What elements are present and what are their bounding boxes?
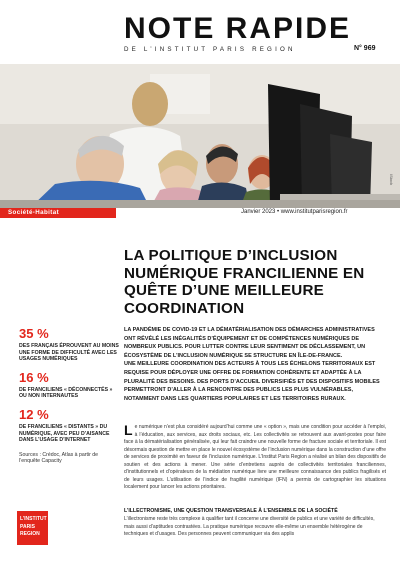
stat-number: 35 % — [19, 326, 49, 341]
category-band — [0, 208, 116, 218]
stat-sources: Sources : Crédoc, Atlas à partir de l’enquête Capacity — [19, 451, 99, 465]
stat-number: 16 % — [19, 369, 49, 385]
article-lead — [124, 326, 386, 403]
logo-line-3: REGION — [20, 531, 40, 537]
stat-description: DES FRANÇAIS ÉPROUVENT AU MOINS UNE FORME DE DIFFICULTÉ AVEC LES USAGES NUMÉRIQUES — [19, 343, 119, 363]
masthead — [0, 0, 400, 64]
logo-line-2: PARIS — [20, 524, 35, 530]
article-body — [124, 424, 386, 492]
lead-paragraph-1: LA PANDÉMIE DE COVID-19 ET LA DÉMATÉRIALISATION DES DÉMARCHES ADMINISTRATIVES ONT RÉVÉLÉ LES INÉGALITÉS D’ÉQUIPEMENT ET DE COMPÉTENCES NUMÉRIQUES DE NOMBREUX PUBLICS. POUR LUTTER CONTRE LEUR SENTIMENT DE DÉCLASSEMENT, UN ÉCOSYSTÈME DE L’INCLUSION NUMÉRIQUE SE STRUCTURE EN ÎLE-DE-FRANCE. — [124, 327, 375, 359]
cover-photo — [0, 64, 400, 208]
dateline: Janvier 2023 • www.institutparisregion.fr — [241, 209, 348, 215]
publication-title: NOTE RAPIDE — [124, 12, 352, 45]
article-headline: LA POLITIQUE D’INCLUSION NUMÉRIQUE FRANCILIENNE EN QUÊTE D’UNE MEILLEURE COORDINATION — [124, 247, 365, 317]
issue-number: N° 969 — [354, 45, 376, 52]
lead-paragraph-2: UNE MEILLEURE COORDINATION DES ACTEURS À TOUS LES ÉCHELONS TERRITORIAUX EST REQUISE POUR DÉPLOYER UNE OFFRE DE FORMATION COHÉRENTE ET ADAPTÉE À LA PLURALITÉ DES BESOINS. DES PORTS D’ACCUEIL DIVERSIFIÉS ET DES DISPOSITIFS MOBILES PERMETTRONT D’ALLER À LA RENCONTRE DES PUBLICS LES PLUS VULNÉRABLES, NOTAMMENT DANS LES QUARTIERS POPULAIRES ET LES TERRITOIRES RURAUX. — [124, 361, 380, 402]
section-body: L’illectronisme reste très complexe à qualifier tant il concerne une diversité de publics et une variété de difficultés, mais aussi d’aptitudes contrastées. La pratique numérique recouvre elle-même un ensemble hétérogène de techniques et d’usages. Des personnes peuvent communiquer via des applis — [124, 516, 375, 537]
stat-description: DE FRANCILIENS « DISTANTS » DU NUMÉRIQUE, AVEC PEU D’AISANCE DANS L’USAGE D’INTERNET — [19, 423, 110, 444]
section-heading: L’ILLECTRONISME, UNE QUESTION TRANSVERSALE À L’ENSEMBLE DE LA SOCIÉTÉ — [124, 508, 338, 514]
stat-description: DE FRANCILIENS « DÉCONNECTÉS » OU NON INTERNAUTES — [19, 386, 113, 400]
drop-cap: L — [124, 422, 133, 438]
photo-credit: IStock — [389, 174, 394, 186]
cover-photo-illustration — [0, 64, 400, 208]
institut-logo — [17, 511, 48, 545]
stat-block — [19, 371, 119, 400]
stat-number: 12 % — [19, 406, 49, 422]
publication-subtitle: DE L’INSTITUT PARIS REGION — [124, 46, 296, 53]
body-text: e numérique n’est plus considéré aujourd’hui comme une « option », mais une condition pour accéder à l’emploi, à l’éducation, aux services, aux droits sociaux, etc. Les collectivités se retrouvent aux avant-postes pour faire face à la dématérialisation généralisée, qui leur fait craindre une nouvelle forme de fracture sociale et territoriale. Il est désormais question de mettre en place le nouvel écosystème de l’inclusion numérique dans la construction d’une offre de services de proximité en faveur de l’inclusion numérique. L’Institut Paris Region a réalisé un bilan des dispositifs de soutien et des actions à mener. Une série d’entretiens auprès de collectivités territoriales franciliennes, d’institutionnels et d’opérateurs de la médiation numérique livre une meilleure connaissance des publics fragilisés et de leurs usages. L’utilisation de l’indice de fragilité numérique (IFN) a permis de cartographier les situations localement pour lancer les actions prioritaires. — [124, 424, 386, 490]
stat-block — [19, 408, 119, 444]
key-figures — [19, 327, 119, 465]
stat-block — [19, 327, 119, 363]
category-bar — [0, 208, 400, 218]
logo-line-1: L’INSTITUT — [20, 516, 47, 522]
category-label: Société-Habitat — [8, 209, 60, 216]
